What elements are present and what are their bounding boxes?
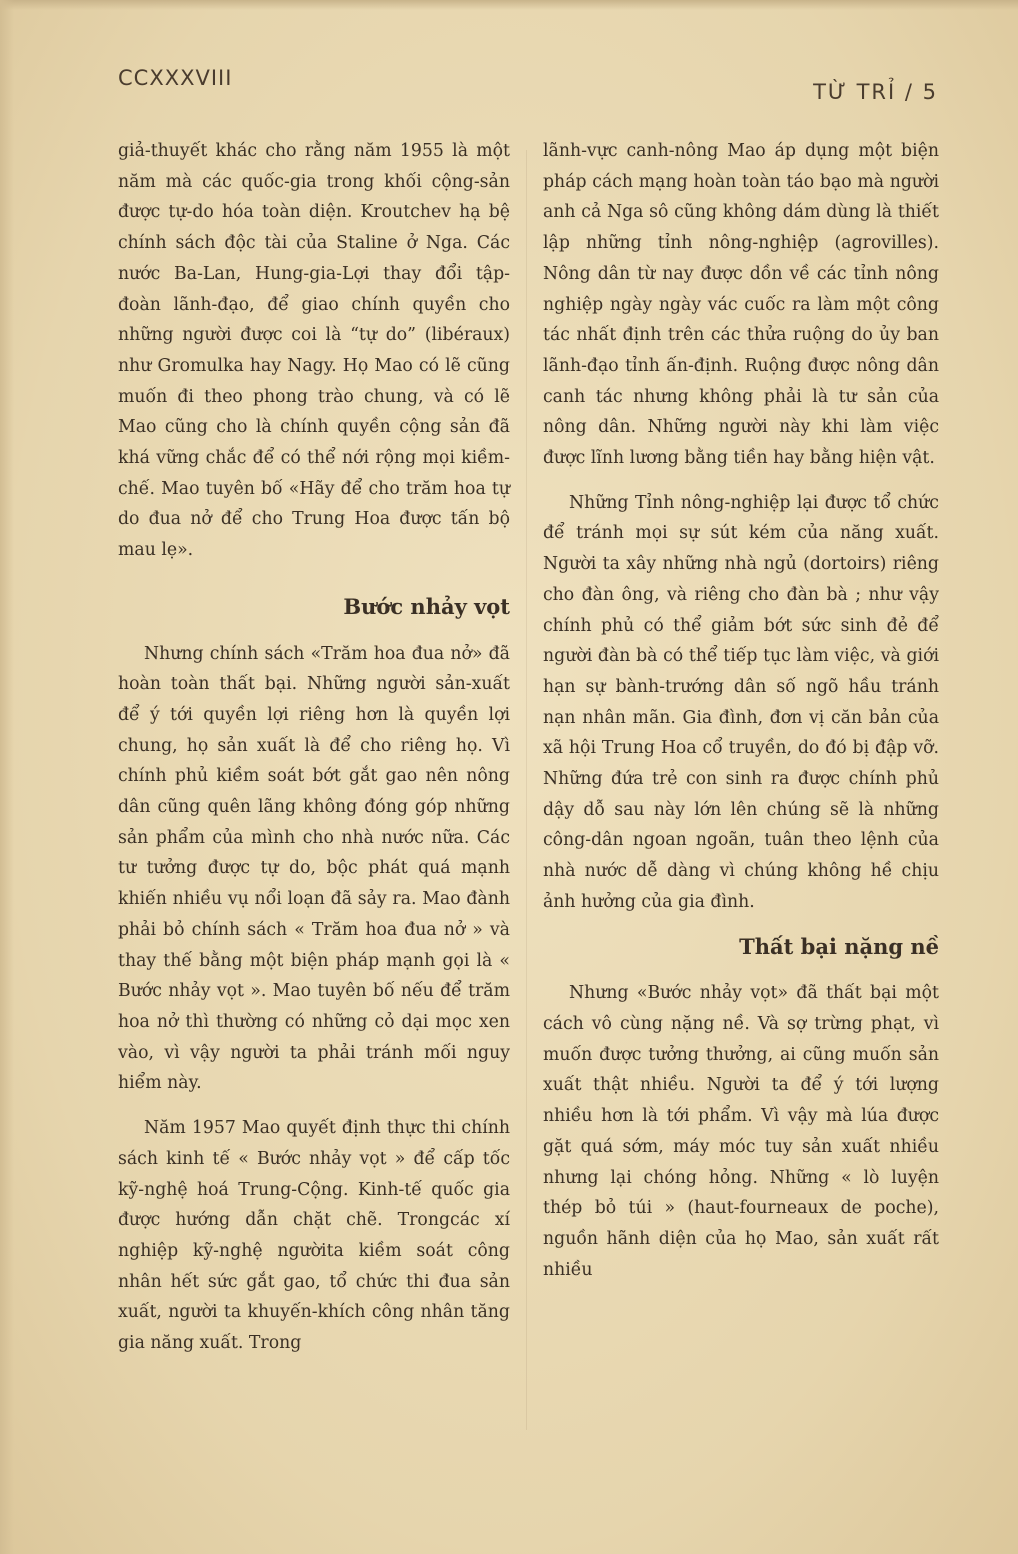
paragraph: Nhưng chính sách «Trăm hoa đua nở» đã hoàn toàn thất bại. Những người sản-xuất để ý tới quyền lợi riêng hơn là quyền lợi chung, họ sản xuất là để cho riêng họ. Vì chính phủ kiềm soát bớt gắt gao nên nông dân cũng quên lãng không đóng góp những sản phẩm của mình cho nhà nước nữa. Các tư tưởng được tự do, bộc phát quá mạnh khiến nhiều vụ nổi loạn đã sảy ra. Mao đành phải bỏ chính sách « Trăm hoa đua nở » và thay thế bằng một biện pháp mạnh gọi là « Bước nhảy vọt ». Mao tuyên bố nếu để trăm hoa nở thì thường có những cỏ dại mọc xen vào, vì vậy người ta phải tránh mối nguy hiểm này.: [118, 643, 510, 1094]
page-edge-shadow-left: [0, 0, 14, 1554]
section-heading: Thất bại nặng nề: [739, 933, 939, 959]
paragraph: Nhưng «Bước nhảy vọt» đã thất bại một cách vô cùng nặng nề. Và sợ trừng phạt, vì muốn được tưởng thưởng, ai cũng muốn sản xuất thật nhiều. Người ta để ý tới lượng nhiều hơn là tới phẩm. Vì vậy mà lúa được gặt quá sớm, máy móc tuy sản xuất nhiều nhưng lại chóng hỏng. Những « lò luyện thép bỏ túi » (haut-fourneaux de poche), nguồn hãnh diện của họ Mao, sản xuất rất nhiều: [543, 983, 939, 1280]
running-header-right: TỪ TRỈ / 5: [813, 80, 938, 104]
page-edge-shadow: [0, 0, 1018, 10]
paragraph: giả-thuyết khác cho rằng năm 1955 là một năm mà các quốc-gia trong khối cộng-sản được tự-do hóa toàn diện. Kroutchev hạ bệ chính sách độc tài của Staline ở Nga. Các nước Ba-Lan, Hung-gia-Lợi thay đổi tập-đoàn lãnh-đạo, để giao chính quyền cho những người được coi là “tự do” (libéraux) như Gromulka hay Nagy. Họ Mao có lẽ cũng muốn đi theo phong trào chung, và có lẽ Mao cũng cho là chính quyền cộng sản đã khá vững chắc để có thể nới rộng mọi kiềm-chế. Mao tuyên bố «Hãy để cho trăm hoa tự do đua nở để cho Trung Hoa được tấn bộ mau lẹ».: [118, 141, 510, 561]
left-column: [118, 136, 510, 1373]
paragraph: Những Tỉnh nông-nghiệp lại được tổ chức để tránh mọi sự sút kém của năng xuất. Người ta xây những nhà ngủ (dortoirs) riêng cho đàn ông, và riêng cho đàn bà ; như vậy chính phủ có thể giảm bớt sức sinh đẻ để người đàn bà có thể tiếp tục làm việc, và giới hạn sự bành-trướng dân số ngõ hầu tránh nạn nhân mãn. Gia đình, đơn vị căn bản của xã hội Trung Hoa cổ truyền, do đó bị đập vỡ. Những đứa trẻ con sinh ra được chính phủ dậy dỗ sau này lớn lên chúng sẽ là những công-dân ngoan ngoãn, tuân theo lệnh của nhà nước dễ dàng vì chúng không hề chịu ảnh hưởng của gia đình.: [543, 492, 939, 912]
running-header-left: CCXXXVIII: [118, 66, 233, 90]
right-column: [543, 136, 939, 1299]
paragraph: Năm 1957 Mao quyết định thực thi chính sách kinh tế « Bước nhảy vọt » để cấp tốc kỹ-nghệ hoá Trung-Cộng. Kinh-tế quốc gia được hướng dẫn chặt chẽ. Trongcác xí nghiệp kỹ-nghệ ngườita kiềm soát công nhân hết sức gắt gao, tổ chức thi đua sản xuất, người ta khuyến-khích công nhân tăng gia năng xuất. Trong: [118, 1118, 510, 1354]
paragraph: lãnh-vực canh-nông Mao áp dụng một biện pháp cách mạng hoàn toàn táo bạo mà người anh cả Nga sô cũng không dám dùng là thiết lập những tỉnh nông-nghiệp (agrovilles). Nông dân từ nay được dồn về các tỉnh nông nghiệp ngày ngày vác cuốc ra làm một công tác nhất định trên các thửa ruộng do ủy ban lãnh-đạo tỉnh ấn-định. Ruộng được nông dân canh tác nhưng không phải là tư sản của nông dân. Những người này khi làm việc được lĩnh lương bằng tiền hay bằng hiện vật.: [543, 141, 939, 469]
section-heading: Bước nhảy vọt: [343, 593, 510, 619]
column-divider: [526, 150, 527, 1430]
